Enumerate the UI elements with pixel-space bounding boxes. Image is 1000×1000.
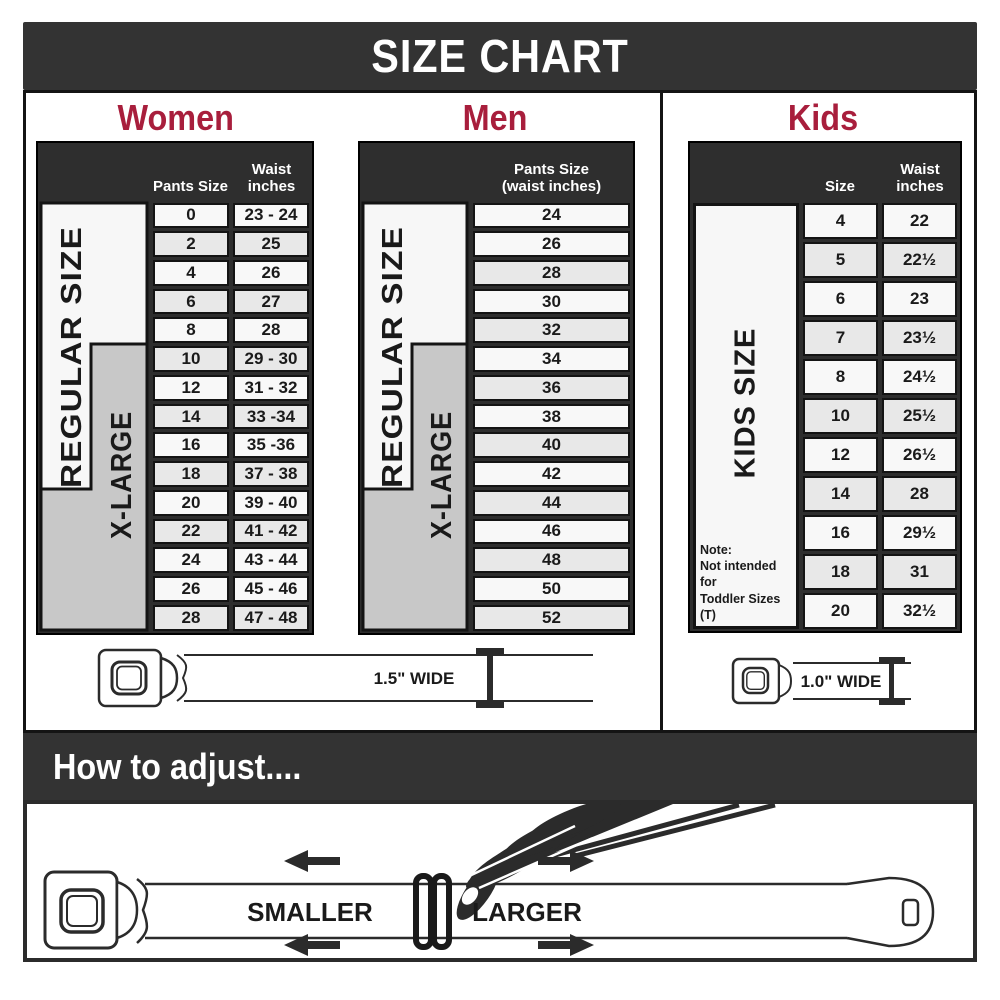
table-row	[151, 373, 311, 402]
adjust-illustration-box	[23, 800, 977, 962]
table-row	[471, 258, 632, 287]
width-indicator-icon	[879, 657, 905, 705]
women-column-pants-size: Pants Size	[152, 178, 229, 196]
women-rows	[150, 201, 312, 633]
table-row	[471, 373, 632, 402]
table-cell: 29½	[882, 515, 957, 551]
main-box	[23, 90, 977, 733]
table-row	[471, 316, 632, 345]
table-cell: 14	[153, 404, 229, 430]
men-size-category-labels	[360, 201, 470, 633]
page-title: SIZE CHART	[371, 30, 629, 82]
belt-tip	[847, 878, 933, 946]
table-row	[801, 396, 959, 435]
table-row	[471, 345, 632, 374]
table-cell: 14	[803, 476, 878, 512]
how-to-adjust-bar	[23, 733, 977, 800]
table-cell: 32½	[882, 593, 957, 629]
kids-belt-illustration	[731, 656, 916, 706]
table-row	[471, 575, 632, 604]
table-row	[151, 488, 311, 517]
table-row	[801, 513, 959, 552]
women-section-title: Women	[117, 97, 235, 138]
men-section-title: Men	[462, 97, 528, 138]
men-size-table	[358, 141, 635, 635]
table-cell: 47 - 48	[233, 605, 309, 631]
table-cell: 52	[473, 605, 630, 631]
seatbelt-buckle-icon	[45, 872, 137, 948]
table-cell: 26	[153, 576, 229, 602]
table-cell: 24	[473, 203, 630, 229]
table-cell: 31	[882, 554, 957, 590]
larger-label: LARGER	[472, 897, 582, 927]
table-row	[471, 517, 632, 546]
x-large-label: X-LARGE	[106, 401, 138, 539]
table-row	[151, 230, 311, 259]
kids-column-size: Size	[824, 178, 855, 196]
table-cell: 22	[153, 519, 229, 545]
women-size-category-labels	[38, 201, 150, 633]
table-cell: 36	[473, 375, 630, 401]
table-cell: 8	[803, 359, 878, 395]
width-indicator-icon	[476, 648, 504, 708]
kids-table-body	[690, 201, 960, 631]
women-column-waist: Waist inches	[247, 161, 296, 196]
smaller-label: SMALLER	[247, 897, 373, 927]
table-cell: 20	[153, 490, 229, 516]
table-cell: 8	[153, 317, 229, 343]
table-row	[801, 552, 959, 591]
table-cell: 40	[473, 432, 630, 458]
table-cell: 27	[233, 289, 309, 315]
table-cell: 45 - 46	[233, 576, 309, 602]
table-cell: 23½	[882, 320, 957, 356]
table-cell: 29 - 30	[233, 346, 309, 372]
size-category-graphic	[360, 201, 470, 633]
table-cell: 0	[153, 203, 229, 229]
belt-width-label: 1.0" WIDE	[800, 672, 882, 691]
regular-size-label: REGULAR SIZE	[377, 260, 409, 488]
how-to-adjust-heading: How to adjust....	[53, 745, 302, 787]
table-cell: 24½	[882, 359, 957, 395]
table-cell: 25	[233, 231, 309, 257]
table-cell: 31 - 32	[233, 375, 309, 401]
seatbelt-buckle-icon	[733, 659, 791, 703]
table-cell: 24	[153, 547, 229, 573]
table-cell: 18	[153, 461, 229, 487]
table-cell: 35 -36	[233, 432, 309, 458]
table-row	[471, 603, 632, 632]
table-row	[801, 474, 959, 513]
table-cell: 22	[882, 203, 957, 239]
left-arrow-icon	[284, 850, 340, 872]
x-large-label: X-LARGE	[426, 401, 458, 539]
table-cell: 4	[803, 203, 878, 239]
regular-size-label: REGULAR SIZE	[56, 260, 88, 488]
table-cell: 12	[803, 437, 878, 473]
size-category-graphic	[38, 201, 150, 633]
table-row	[801, 591, 959, 630]
belt-adjuster	[416, 876, 449, 947]
table-cell: 10	[153, 346, 229, 372]
men-column-pants-size: Pants Size (waist inches)	[501, 161, 602, 196]
table-cell: 5	[803, 242, 878, 278]
table-cell: 38	[473, 404, 630, 430]
table-row	[801, 240, 959, 279]
table-row	[471, 201, 632, 230]
table-row	[151, 402, 311, 431]
table-row	[801, 357, 959, 396]
table-cell: 39 - 40	[233, 490, 309, 516]
table-cell: 25½	[882, 398, 957, 434]
table-cell: 30	[473, 289, 630, 315]
table-row	[151, 460, 311, 489]
adjust-illustration	[27, 804, 973, 958]
adult-belt-graphic	[96, 645, 596, 711]
kids-note: Note: Not intended for Toddler Sizes (T)	[700, 542, 781, 622]
table-cell: 26	[233, 260, 309, 286]
table-row	[151, 287, 311, 316]
table-row	[801, 435, 959, 474]
adult-belt-illustration	[96, 645, 596, 711]
women-table-header	[38, 143, 312, 201]
women-table-body	[38, 201, 312, 633]
women-size-table	[36, 141, 314, 635]
table-row	[471, 230, 632, 259]
table-cell: 10	[803, 398, 878, 434]
kids-size-label: KIDS SIZE	[729, 327, 762, 479]
table-cell: 28	[233, 317, 309, 343]
seatbelt-buckle-icon	[99, 650, 177, 706]
table-cell: 23 - 24	[233, 203, 309, 229]
men-table-header	[360, 143, 633, 201]
section-divider	[660, 93, 663, 730]
table-cell: 26½	[882, 437, 957, 473]
table-row	[151, 603, 311, 632]
table-cell: 42	[473, 461, 630, 487]
table-cell: 16	[153, 432, 229, 458]
table-row	[151, 201, 311, 230]
table-row	[471, 546, 632, 575]
table-cell: 28	[473, 260, 630, 286]
men-rows	[470, 201, 633, 633]
table-cell: 28	[153, 605, 229, 631]
kids-size-box	[693, 203, 799, 629]
table-row	[151, 431, 311, 460]
table-cell: 41 - 42	[233, 519, 309, 545]
table-cell: 43 - 44	[233, 547, 309, 573]
kids-size-table	[688, 141, 962, 633]
table-row	[801, 201, 959, 240]
kids-size-category-labels	[690, 201, 800, 631]
table-cell: 4	[153, 260, 229, 286]
table-row	[471, 460, 632, 489]
kids-section-title: Kids	[787, 97, 859, 138]
table-cell: 18	[803, 554, 878, 590]
table-cell: 26	[473, 231, 630, 257]
title-bar	[23, 22, 977, 90]
table-cell: 20	[803, 593, 878, 629]
table-row	[471, 402, 632, 431]
table-cell: 44	[473, 490, 630, 516]
table-row	[471, 287, 632, 316]
table-cell: 16	[803, 515, 878, 551]
table-cell: 50	[473, 576, 630, 602]
kids-belt-graphic	[731, 656, 916, 706]
men-table-body	[360, 201, 633, 633]
table-row	[151, 575, 311, 604]
table-cell: 22½	[882, 242, 957, 278]
table-cell: 28	[882, 476, 957, 512]
table-cell: 23	[882, 281, 957, 317]
table-cell: 7	[803, 320, 878, 356]
table-row	[471, 488, 632, 517]
table-row	[801, 279, 959, 318]
table-cell: 12	[153, 375, 229, 401]
table-row	[471, 431, 632, 460]
kids-rows	[800, 201, 960, 631]
table-cell: 34	[473, 346, 630, 372]
table-row	[151, 517, 311, 546]
table-cell: 32	[473, 317, 630, 343]
table-row	[801, 318, 959, 357]
table-row	[151, 258, 311, 287]
table-cell: 48	[473, 547, 630, 573]
table-cell: 2	[153, 231, 229, 257]
belt-width-label: 1.5" WIDE	[373, 669, 455, 688]
table-cell: 37 - 38	[233, 461, 309, 487]
kids-column-waist: Waist inches	[896, 161, 944, 196]
table-row	[151, 546, 311, 575]
table-cell: 46	[473, 519, 630, 545]
kids-table-header	[690, 143, 960, 201]
table-cell: 6	[803, 281, 878, 317]
table-row	[151, 316, 311, 345]
table-cell: 6	[153, 289, 229, 315]
table-row	[151, 345, 311, 374]
table-cell: 33 -34	[233, 404, 309, 430]
